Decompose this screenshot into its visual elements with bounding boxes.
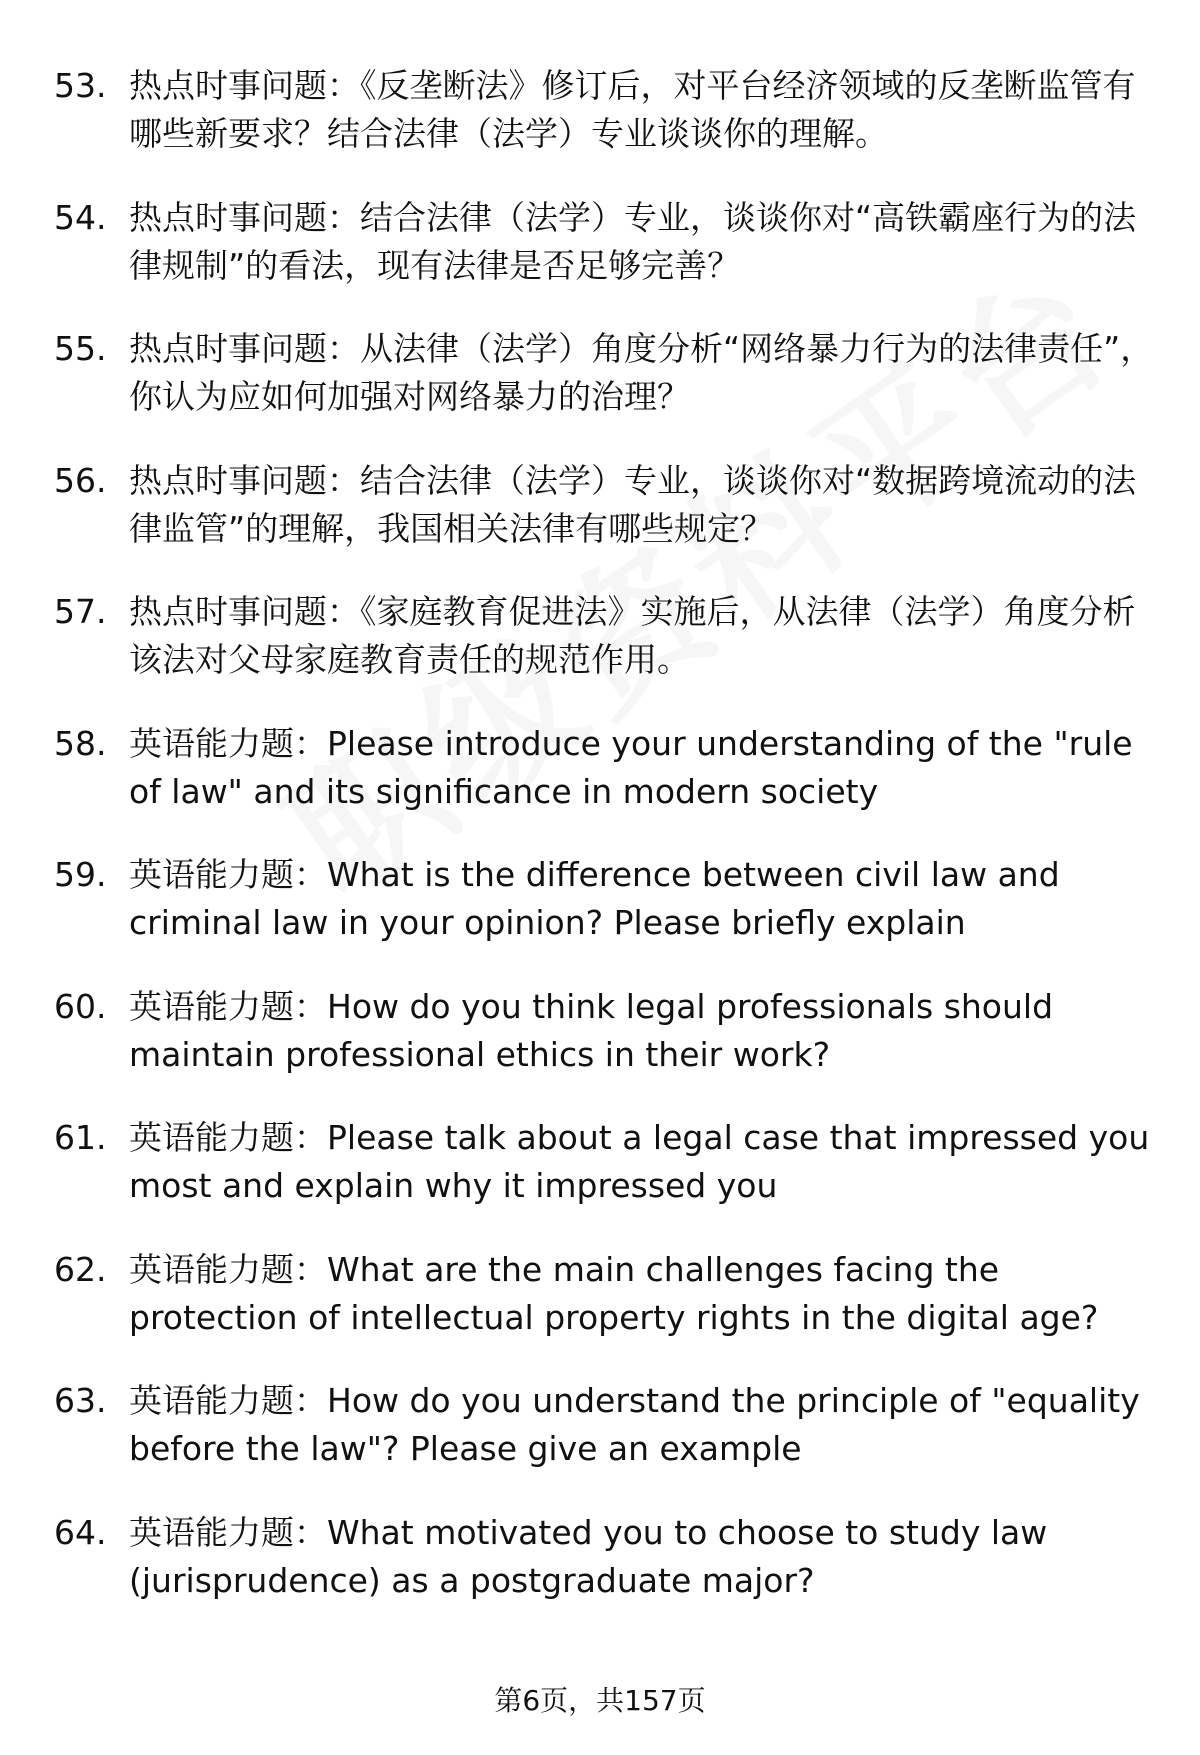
question-text: 英语能力题：How do you think legal professionals should maintain professional ethics in their work?: [129, 986, 1054, 1074]
question-text: 热点时事问题：结合法律（法学）专业，谈谈你对“数据跨境流动的法律监管”的理解，我国相关法律有哪些规定？: [129, 460, 1137, 548]
question-number: 55.: [54, 329, 107, 368]
page-footer: 第6页，共157页: [494, 1684, 706, 1717]
question-number: 59.: [54, 855, 107, 894]
question-number: 53.: [54, 66, 107, 105]
question-text: 热点时事问题：结合法律（法学）专业，谈谈你对“高铁霸座行为的法律规制”的看法，现有法律是否足够完善？: [129, 197, 1137, 285]
question-number: 57.: [54, 592, 107, 631]
question-number: 60.: [54, 986, 107, 1026]
question-item-58: [54, 720, 1164, 816]
question-text: 英语能力题：What motivated you to choose to study law (jurisprudence) as a postgraduate major?: [129, 1512, 1048, 1600]
question-number: 62.: [54, 1249, 107, 1289]
question-item-53: [54, 62, 1164, 158]
question-number: 61.: [54, 1118, 107, 1157]
question-text: 热点时事问题：《反垄断法》修订后，对平台经济领域的反垄断监管有哪些新要求？结合法律（法学）专业谈谈你的理解。: [129, 66, 1136, 153]
question-text: 英语能力题：What are the main challenges facing the protection of intellectual property rights in the digital age?: [129, 1249, 1099, 1337]
question-text: 英语能力题：How do you understand the principle of "equality before the law"? Please give an example: [129, 1381, 1140, 1468]
question-item-54: [54, 194, 1164, 290]
question-item-57: [54, 588, 1164, 684]
question-item-63: [54, 1377, 1164, 1473]
question-number: 58.: [54, 723, 107, 763]
question-text: 英语能力题：Please talk about a legal case that impressed you most and explain why it impressed you: [129, 1118, 1150, 1205]
question-text: 英语能力题：Please introduce your understanding of the "rule of law" and its significance in modern society: [129, 723, 1133, 811]
question-number: 56.: [54, 460, 107, 500]
question-item-59: [54, 851, 1164, 947]
question-number: 64.: [54, 1512, 107, 1552]
question-number: 63.: [54, 1381, 107, 1420]
question-item-61: [54, 1114, 1164, 1210]
question-item-55: [54, 325, 1164, 421]
question-item-56: [54, 457, 1164, 553]
question-text: 热点时事问题：《家庭教育促进法》实施后，从法律（法学）角度分析该法对父母家庭教育责任的规范作用。: [129, 592, 1136, 679]
question-item-64: [54, 1509, 1164, 1605]
question-text: 英语能力题：What is the difference between civil law and criminal law in your opinion? Please briefly explain: [129, 855, 1060, 942]
question-number: 54.: [54, 197, 107, 237]
question-item-62: [54, 1246, 1164, 1342]
question-list: [54, 62, 1164, 1640]
question-item-60: [54, 983, 1164, 1079]
question-text: 热点时事问题：从法律（法学）角度分析“网络暴力行为的法律责任”，你认为应如何加强对网络暴力的治理？: [129, 329, 1154, 416]
